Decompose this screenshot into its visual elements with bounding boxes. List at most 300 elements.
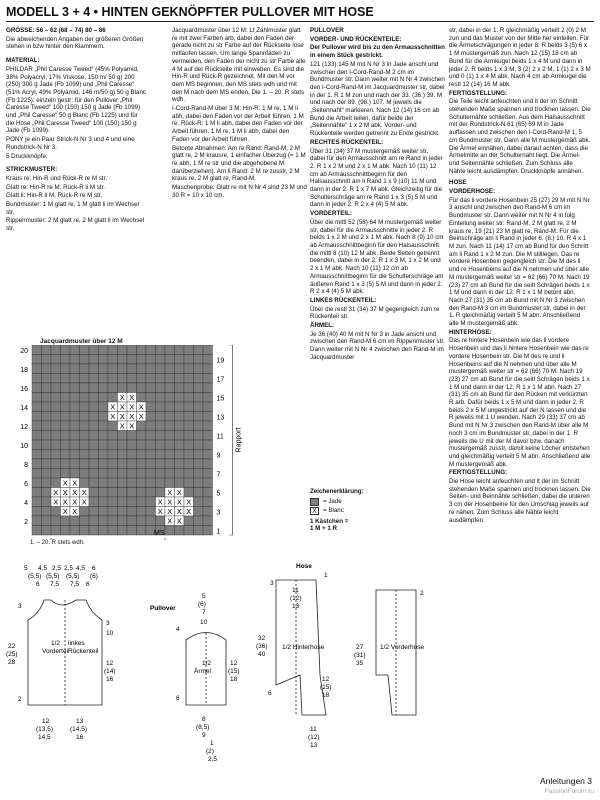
chart-cell-jade <box>118 431 128 441</box>
chart-row-number-right: 13 <box>216 414 225 422</box>
chart-x-mark: X <box>186 497 192 507</box>
chart-cell-jade <box>175 421 185 431</box>
chart-cell-jade <box>51 516 61 526</box>
chart-row-number-right: 11 <box>216 433 224 441</box>
chart-cell-jade <box>99 478 109 488</box>
hose-bot-2: 13 <box>310 742 318 749</box>
vt-bottom-2: 14,5 <box>38 734 51 741</box>
hose-left-2: 40 <box>258 651 266 658</box>
chart-cell-jade <box>127 345 137 355</box>
chart-cell-jade <box>203 450 213 460</box>
chart-cell-jade <box>137 450 147 460</box>
vh-heading: VORDERHOSE: <box>449 188 496 196</box>
chart-cell-jade <box>80 526 90 536</box>
chart-cell-jade <box>127 459 137 469</box>
chart-cell-jade <box>127 469 137 479</box>
chart-cell-jade <box>108 421 118 431</box>
vt-top-0: 5 <box>24 565 28 572</box>
chart-cell-jade <box>165 374 175 384</box>
chart-cell-jade <box>99 374 109 384</box>
chart-x-mark: X <box>62 497 68 507</box>
chart-cell-jade <box>184 345 194 355</box>
chart-cell-jade <box>42 507 52 517</box>
sl-right-2: 18 <box>230 676 238 683</box>
chart-cell-jade <box>203 488 213 498</box>
chart-row-number-left: 20 <box>20 348 28 355</box>
chart-cell-jade <box>99 516 109 526</box>
rt-bottom-2: 16 <box>76 734 84 741</box>
chart-cell-jade <box>156 402 166 412</box>
pullover-p1: 121 (133) 145 M mit N Nr 3 in Jade anschl und zwischen den I-Cord-Rand-M 2 cm im Bundmuster str. Dann weiter mit N Nr 4 zwischen den I-Cord-Rand-M im Jacquardmuster str, dabei in der 1. R 1 M zun und nach der 33. (36.) 39. M und nach der 89. (98.) 107. M jeweils die „Seitennaht“ markieren. Nach 12 (14) 16 cm ab Bund die Arbeit teilen, dafür beide der „Seitennähte“ 1 x 2 M abk. Vorder- und Rückenteile werden getrennt zu Ende gestrickt. <box>310 60 445 138</box>
vt-text: Über die mittl 52 (58) 64 M mustergemäß weiter str, dabei für die Armausschnitte in jeder 2. R beids 1 x 2 M und 2 x 1 M abk. Nach 8 (9) 10 cm ab Armausschnittbeginn für den Halsausschnitt die mittl 8 (10) 12 M abk. Beide Seiten getrennt beenden, dabei in der 2. R 1 x 3 M, 1 x 2 M und 2 x 1 M abk. Nach 10 (11) 12 cm ab Armausschnittbeginn für die Schulterschräge am äußeren Rand 1 x 3 (5) 5 M und dann in jeder 2. R 2 x 4 (4) 5 M abk. <box>310 218 444 296</box>
chart-cell-jade <box>156 421 166 431</box>
vt-bottom-0: 12 <box>42 718 50 725</box>
chart-cell-jade <box>32 488 42 498</box>
chart-cell-jade <box>32 345 42 355</box>
vt-inner10-0: 10 <box>106 630 114 637</box>
chart-cell-jade <box>137 440 147 450</box>
sl-low6: 6 <box>176 695 180 702</box>
chart-cell-jade <box>203 516 213 526</box>
chart-cell-jade <box>194 421 204 431</box>
chart-cell-jade <box>156 393 166 403</box>
chart-cell-jade <box>51 450 61 460</box>
chart-cell-jade <box>137 497 147 507</box>
chart-x-mark: X <box>176 507 182 516</box>
chart-cell-jade <box>51 421 61 431</box>
chart-cell-jade <box>146 478 156 488</box>
chart-cell-jade <box>61 364 71 374</box>
vt-side-1: (25) <box>6 651 18 658</box>
chart-cell-jade <box>42 488 52 498</box>
chart-row-number-left: 14 <box>20 405 28 412</box>
chart-cell-jade <box>32 450 42 460</box>
chart-cell-jade <box>203 431 213 441</box>
hose-left-1: (36) <box>256 643 268 650</box>
chart-cell-jade <box>42 478 52 488</box>
rt-label: Rückenteil <box>68 648 99 655</box>
chart-cell-jade <box>70 402 80 412</box>
chart-cell-jade <box>146 459 156 469</box>
lr-text: Über die restl 31 (34) 37 M gegengleich zum re Rückenteil str. <box>310 305 440 321</box>
chart-cell-jade <box>165 450 175 460</box>
chart-cell-jade <box>194 478 204 488</box>
chart-x-mark: X <box>129 393 135 402</box>
chart-cell-jade <box>70 383 80 393</box>
chart-x-mark: X <box>62 478 68 488</box>
legend-kaestchen: 1 Kästchen = <box>310 518 349 525</box>
chart-cell-jade <box>80 393 90 403</box>
chart-cell-jade <box>89 364 99 374</box>
chart-cell-jade <box>184 450 194 460</box>
chart-cell-jade <box>80 507 90 517</box>
chart-cell-jade <box>42 497 52 507</box>
chart-cell-jade <box>184 393 194 403</box>
schematics <box>6 555 426 770</box>
chart-cell-jade <box>108 450 118 460</box>
chart-cell-jade <box>137 516 147 526</box>
vt-top-4: 4,5 <box>76 565 86 572</box>
chart-cell-jade <box>137 421 147 431</box>
chart-x-mark: X <box>72 507 78 516</box>
chart-cell-jade <box>99 507 109 517</box>
chart-cell-jade <box>184 402 194 412</box>
chart-cell-jade <box>99 412 109 422</box>
chart-cell-jade <box>51 459 61 469</box>
chart-cell-jade <box>32 402 42 412</box>
chart-x-mark: X <box>167 488 173 497</box>
chart-cell-jade <box>175 440 185 450</box>
chart-cell-jade <box>184 421 194 431</box>
chart-cell-jade <box>80 459 90 469</box>
chart-cell-jade <box>127 516 137 526</box>
chart-cell-jade <box>108 440 118 450</box>
sl-top-0: 5 <box>202 593 206 600</box>
blanc-label: = Blanc <box>323 507 344 514</box>
chart-cell-jade <box>127 478 137 488</box>
chart-cell-jade <box>51 412 61 422</box>
chart-cell-jade <box>146 412 156 422</box>
chart-cell-jade <box>184 431 194 441</box>
chart-x-mark: X <box>129 412 135 421</box>
chart-cell-jade <box>108 507 118 517</box>
vt-top2-2: (5,5) <box>66 573 80 580</box>
chart-cell-jade <box>194 497 204 507</box>
chart-cell-jade <box>137 507 147 517</box>
chart-cell-jade <box>32 459 42 469</box>
chart-cell-jade <box>42 402 52 412</box>
icord-text: I-Cord-Rand-M über 3 M: Hin-R: 1 M re, 1 M li abh, dabei den Faden vor der Arbeit führen, 1 M re. Rück-R: 1 M li abh, dabei den Faden vor der Arbeit führen, 1 M re, 1 M li abh, dabei den Faden vor der Arbeit führen. <box>172 105 304 143</box>
chart-x-mark: X <box>81 497 87 507</box>
chart-cell-jade <box>127 497 137 507</box>
sl-left: 4 <box>176 626 180 633</box>
chart-cell-jade <box>80 478 90 488</box>
chart-cell-jade <box>194 516 204 526</box>
chart-cell-jade <box>127 431 137 441</box>
chart-cell-jade <box>32 478 42 488</box>
chart-cell-jade <box>194 374 204 384</box>
chart-cell-jade <box>99 364 109 374</box>
page-footer: Anleitungen 3 <box>540 776 592 786</box>
chart-row-number-right: 15 <box>216 395 225 403</box>
hose-right-1: (31) <box>354 652 366 659</box>
chart-cell-jade <box>156 355 166 365</box>
sl-bot-0: 8 <box>202 716 206 723</box>
chart-cell-jade <box>165 402 175 412</box>
chart-cell-jade <box>80 402 90 412</box>
lead-text: Der Pullover wird bis zu den Armausschnitten in einem Stück gestrickt. <box>310 44 445 60</box>
sl-label: Ärmel <box>194 668 211 675</box>
chart-cell-jade <box>51 393 61 403</box>
chart-cell-jade <box>61 345 71 355</box>
watermark: PassionForum.ru <box>544 788 594 795</box>
chart-cell-jade <box>32 355 42 365</box>
chart-cell-jade <box>146 507 156 517</box>
chart-cell-jade <box>184 459 194 469</box>
chart-cell-jade <box>156 374 166 384</box>
chart-cell-jade <box>32 526 42 536</box>
chart-x-mark: X <box>72 478 78 488</box>
chart-cell-jade <box>99 431 109 441</box>
chart-cell-jade <box>89 488 99 498</box>
chart-cell-jade <box>61 440 71 450</box>
chart-cell-jade <box>61 469 71 479</box>
chart-cell-jade <box>175 450 185 460</box>
sl-right-1: (15) <box>228 668 240 675</box>
chart-cell-jade <box>137 383 147 393</box>
chart-cell-jade <box>194 469 204 479</box>
chart-cell-jade <box>80 383 90 393</box>
chart-cell-jade <box>156 412 166 422</box>
chart-cell-jade <box>118 345 128 355</box>
hose-right-0: 27 <box>356 644 364 651</box>
strick-glatt-li: Glatt li: Hin-R li M, Rück-R re M str. <box>6 192 103 200</box>
vt-top3-2: 7,5 <box>70 581 80 588</box>
chart-cell-jade <box>175 402 185 412</box>
chart-x-mark: X <box>119 393 125 402</box>
rr-heading: RECHTES RÜCKENTEIL: <box>310 138 384 146</box>
chart-cell-jade <box>194 440 204 450</box>
vt-bottom-1: (13,5) <box>36 726 53 733</box>
chart-cell-jade <box>51 364 61 374</box>
strick-bund: Bundmuster: 1 M glatt re, 1 M glatt li im Wechsel str. <box>6 201 139 216</box>
rr-text: Über 31 (34) 37 M mustergemäß weiter str, dabei für den Armausschnitt am re Rand in jeder 2. R 1 x 2 M und 2 x 1 M abk. Nach 10 (11) 12 cm ab Armausschnittbeginn für den Halsausschnitt am li Rand 1 x 9 (10) 11 M und dann in der 2. R 1 x 7 M abk. Gleichzeitig für die Schulterschräge am re Rand 1 x 3 (5) 5 M und dann in jeder 2. R 2 x 4 (4) 5 M abk. <box>310 147 443 209</box>
chart-cell-jade <box>184 374 194 384</box>
chart-cell-jade <box>118 355 128 365</box>
chart-cell-jade <box>108 516 118 526</box>
chart-cell-jade <box>42 469 52 479</box>
hose-title: Hose <box>296 563 312 570</box>
chart-cell-jade <box>127 355 137 365</box>
chart-cell-jade <box>42 459 52 469</box>
sl-half: 1/2 <box>202 660 212 667</box>
chart-cell-jade <box>99 497 109 507</box>
jacquard-text: Jacquardmuster über 12 M: Lt Zählmuster glatt re mit zwei Farben arb, dabei den Faden der gerade nicht zu str Farbe auf der Rückseite lose mitlaufen lassen. Um lange Spannfäden zu vermeiden, den Faden der nicht zu str Farbe alle 4 M auf der Rückseite mit einweben. Es sind die Hin-R und Rück-R gezeichnet. Mit den M vor dem MS beginnen, den MS stets wdh und mit den M nach dem MS enden. Die 1. – 20. R stets wdh. <box>172 27 306 104</box>
hose-top-2: 13 <box>292 603 300 610</box>
chart-cell-jade <box>165 393 175 403</box>
chart-cell-jade <box>89 478 99 488</box>
hose-top-1: (12) <box>290 595 302 602</box>
vt-inner-2: 2 <box>18 696 22 703</box>
chart-x-mark: X <box>119 412 125 421</box>
chart-note: 1. – 20. R stets wdh. <box>30 540 85 546</box>
chart-x-mark: X <box>176 497 182 507</box>
chart-cell-jade <box>61 431 71 441</box>
chart-cell-jade <box>108 355 118 365</box>
chart-cell-jade <box>70 516 80 526</box>
sl-top2-0: 10 <box>200 619 208 626</box>
chart-cell-jade <box>165 345 175 355</box>
fert2-text: Die Hose leicht anfeuchten und lt der im Schnitt stehenden Maße spannen und trocknen lassen. Die Seiten- und Beinnähte schließen, dabei die unteren 3 cm der Hosenbeine für den Umschlag jeweils auf re nähen. Zum Schluss alle Nähte leicht ausdämpfen. <box>449 478 591 524</box>
chart-cell-jade <box>61 355 71 365</box>
vt-top-5: 6 <box>92 565 96 572</box>
vt-side-2: 28 <box>8 659 16 666</box>
chart-cell-jade <box>118 488 128 498</box>
chart-cell-jade <box>156 345 166 355</box>
chart-cell-jade <box>51 478 61 488</box>
vt-side-0: 22 <box>8 643 16 650</box>
chart-cell-jade <box>203 459 213 469</box>
chart-x-mark: X <box>62 507 68 516</box>
chart-cell-jade <box>127 450 137 460</box>
chart-cell-jade <box>146 421 156 431</box>
chart-cell-jade <box>156 478 166 488</box>
chart-cell-jade <box>70 469 80 479</box>
chart-cell-jade <box>32 469 42 479</box>
rt-bottom-0: 13 <box>76 718 84 725</box>
chart-cell-jade <box>137 488 147 498</box>
chart-cell-jade <box>118 459 128 469</box>
chart-cell-jade <box>137 478 147 488</box>
chart-cell-jade <box>89 402 99 412</box>
aermel-text: Je 36 (40) 40 M mit N Nr 3 in Jade anschl und zwischen den Rand-M 6 cm im Rippenmuster str. Dann weiter mit N Nr 4 zwischen den Rand-M im Jacquardmuster <box>310 330 445 361</box>
chart-cell-jade <box>89 421 99 431</box>
chart-cell-jade <box>175 412 185 422</box>
chart-cell-jade <box>137 469 147 479</box>
chart-cell-jade <box>184 526 194 536</box>
chart-cell-jade <box>70 374 80 384</box>
chart-cell-jade <box>203 526 213 536</box>
chart-cell-jade <box>32 516 42 526</box>
chart-cell-jade <box>80 516 90 526</box>
chart-cell-jade <box>42 431 52 441</box>
chart-cell-jade <box>70 431 80 441</box>
chart-cell-jade <box>194 526 204 536</box>
chart-row-number-left: 12 <box>20 424 28 431</box>
chart-x-mark: X <box>110 412 116 421</box>
chart-cell-jade <box>137 459 147 469</box>
chart-cell-jade <box>99 402 109 412</box>
chart-cell-jade <box>194 393 204 403</box>
chart-cell-jade <box>51 402 61 412</box>
chart-cell-jade <box>51 374 61 384</box>
chart-cell-jade <box>184 364 194 374</box>
fert-text: Die Teile leicht anfeuchten und lt der im Schnitt stehenden Maße spannen und trocknen lassen. Die Schulternähte schließen. Aus dem Halsausschnitt mit der Rundstrick-N 61 (65) 69 M in Jade auffassen und zwischen den I-Cord-Rand-M 1, 5 cm Bundmuster str. Dann alle M mustergemäß abk. Die Ärmel einnähen, dabei darauf achten, dass die Ärmelmitte an der Schulternaht liegt. Die Ärmel- und Seitennähte schließen. Zum Schluss alle Nähte leicht ausdämpfen. Druckknöpfe annähen. <box>449 98 591 175</box>
chart-cell-jade <box>51 355 61 365</box>
hh-text: Das re hintere Hosenbein wie das li vordere Hosenbein und das li hintere Hosenbein wie das re vordere Hosenbein str. Die M des re und li Hosenbeins auf die N nehmen und über alle M mustergemäß weiter str = 62 (66) 70 M. Nach 19 (23) 27 cm ab Bund für die seitl Schrägen beids 1 x 1 M und dann in der 12. R 1 x 1 M abn. Nach 27 (31) 35 cm ab Bund für den Rücken mit verkürzten R arb. Dafür beids 1 x 5 M und dann in jeder 2. R beids 2 x 5 M ungestrickt auf der N lassen und die R jeweils mit 1 U wenden. Nach 29 (33) 37 cm ab Bund mit N Nr 3 zwischen den Rand-M über alle M noch 3 cm im Bundmuster str, dabei in der 1. R jeweils die U mit der M davor bzw. danach mustergemäß zusstr, damit keine Löcher entstehen und gleichmäßig verteilt 5 M abn. Anschließend alle M mustergemäß abk. <box>449 337 591 468</box>
chart-cell-jade <box>99 440 109 450</box>
strick-heading: STRICKMUSTER: <box>6 166 58 174</box>
legend-blanc <box>310 506 364 515</box>
chart-row-number-right: 7 <box>216 471 221 479</box>
vt-left-3: 3 <box>18 603 22 610</box>
chart-cell-jade <box>127 383 137 393</box>
chart-cell-jade <box>51 431 61 441</box>
chart-cell-jade <box>203 345 213 355</box>
chart-cell-jade <box>99 345 109 355</box>
chart-x-mark: X <box>167 516 173 526</box>
vt-right-0: 12 <box>106 660 114 667</box>
chart-row-number-left: 10 <box>20 443 28 450</box>
chart-cell-jade <box>32 421 42 431</box>
sl-right-0: 12 <box>230 660 238 667</box>
chart-cell-jade <box>184 478 194 488</box>
chart-cell-jade <box>89 526 99 536</box>
chart-cell-jade <box>156 440 166 450</box>
c4-top: str, dabei in der 1. R gleichmäßig verteilt 2 (0) 2 M zun und das Muster von der Mitte her einteilen. Für die Ärmelschrägungen in jeder 8. R beids 3 (5) 6 x 1 M mustergemäß zun. Nach 12 (15) 18 cm ab Bund für die Armkugel beids 1 x 4 M und dann in jeder 2. R beids 1 x 3 M, 3 (2) 2 x 2 M, 1 (1) 2 x 3 M und 0 (1) 1 x 4 M abk. Nach 4 cm ab Armkugel die restl 12 (14) 16 M abk. <box>449 27 591 88</box>
chart-cell-jade <box>194 364 204 374</box>
hose-bot-1: (12) <box>308 734 320 741</box>
chart-row-number-right: 19 <box>216 357 225 365</box>
chart-cell-jade <box>203 364 213 374</box>
hose-top-0: 11 <box>292 587 299 594</box>
chart-cell-jade <box>42 526 52 536</box>
fert2-heading: FERTIGSTELLUNG: <box>449 469 508 477</box>
hose-mid-2: 18 <box>322 692 330 699</box>
chart-cell-jade <box>70 440 80 450</box>
chart-cell-jade <box>184 440 194 450</box>
chart-cell-jade <box>156 383 166 393</box>
chart-cell-jade <box>127 440 137 450</box>
sl-bot2-2: 2,5 <box>208 756 218 763</box>
chart-cell-jade <box>61 516 71 526</box>
chart-cell-jade <box>146 440 156 450</box>
chart-cell-jade <box>80 440 90 450</box>
chart-cell-jade <box>137 355 147 365</box>
chart-cell-jade <box>89 469 99 479</box>
vt-top2-1: (5,5) <box>46 573 60 580</box>
chart-cell-jade <box>175 478 185 488</box>
chart-row-number-left: 6 <box>24 481 28 488</box>
chart-x-mark: X <box>186 507 192 516</box>
chart-cell-jade <box>146 364 156 374</box>
chart-cell-jade <box>146 497 156 507</box>
chart-cell-jade <box>156 488 166 498</box>
hose-hinter-label: 1/2 Hinterhose <box>282 644 325 651</box>
chart-cell-jade <box>165 478 175 488</box>
chart-cell-jade <box>99 469 109 479</box>
chart-cell-jade <box>118 374 128 384</box>
chart-cell-jade <box>61 450 71 460</box>
chart-title: Jacquardmuster über 12 M <box>40 338 123 345</box>
intro-note: Die abweichenden Angaben der größeren Größen stehen in bzw hinter den Klammern. <box>6 35 144 51</box>
chart-cell-jade <box>118 440 128 450</box>
chart-x-mark: X <box>119 402 125 412</box>
chart-cell-jade <box>89 497 99 507</box>
hose-right-2: 35 <box>356 660 364 667</box>
chart-cell-jade <box>89 355 99 365</box>
chart-cell-jade <box>42 412 52 422</box>
material-text: PHILDAR „Phil Caresse Tweed“ (45% Polyamid, 38% Polyacryl, 17% Viskose, 150 m/ 50 g) 200 (250) 300 g Jade (Fb 1099) und „Phil Caresse“ (51% Acryl, 49% Polyamid, 146 m/50 g) 50 g Blanc (Fb 1225); einzeln gestr: für den Pullover „Phil Caresse Tweed“ 100 (150) 150 g Jade (Fb 1099) und „Phil Caresse“ 50 g Blanc (Fb 1225) und für die Hose „Phil Caresse Tweed“ 100 (150) 150 g Jade (Fb 1099). <box>6 65 146 135</box>
chart-cell-jade <box>89 459 99 469</box>
blanc-swatch: X <box>310 507 319 515</box>
chart-cell-jade <box>118 526 128 536</box>
chart-cell-jade <box>61 383 71 393</box>
chart-cell-jade <box>108 383 118 393</box>
chart-x-mark: X <box>110 402 116 412</box>
vt-top-2: 2,5 <box>52 565 62 572</box>
chart-cell-jade <box>89 440 99 450</box>
chart-cell-jade <box>42 393 52 403</box>
chart-cell-jade <box>42 364 52 374</box>
chart-cell-jade <box>118 383 128 393</box>
chart-cell-jade <box>184 412 194 422</box>
chart-cell-jade <box>118 516 128 526</box>
column-materials <box>6 27 146 234</box>
chart-cell-jade <box>51 440 61 450</box>
vt-top3-0: 6 <box>36 581 40 588</box>
hose-heading: HOSE <box>449 179 467 187</box>
chart-cell-jade <box>89 431 99 441</box>
chart-cell-jade <box>156 450 166 460</box>
chart-cell-jade <box>70 412 80 422</box>
legend-eq: 1 M + 1 R <box>310 525 337 532</box>
chart-cell-jade <box>165 431 175 441</box>
chart-cell-jade <box>61 374 71 384</box>
jade-swatch <box>310 498 319 506</box>
chart-x-mark: X <box>72 497 78 507</box>
chart-cell-jade <box>175 374 185 384</box>
